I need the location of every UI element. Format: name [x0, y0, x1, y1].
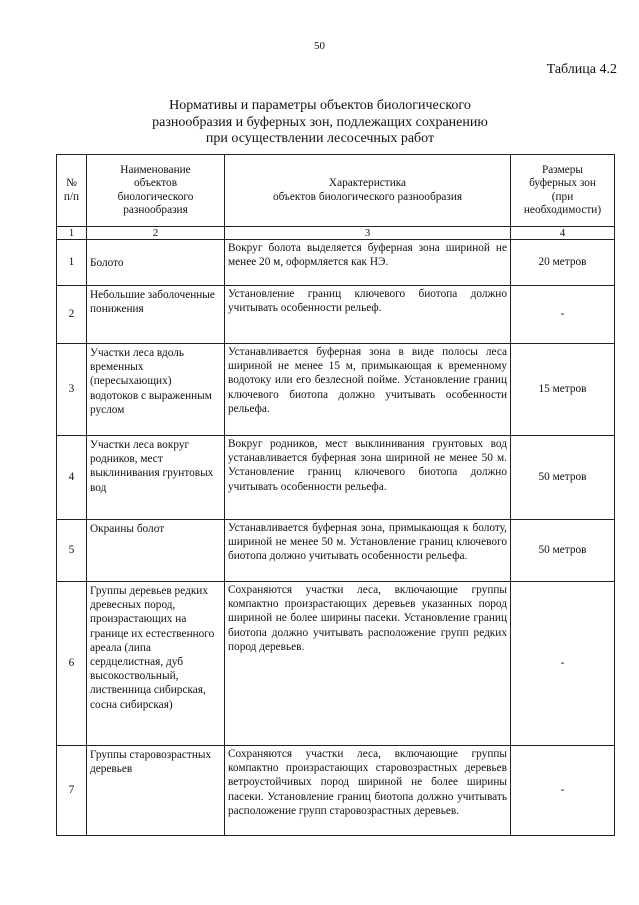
object-name: Группы деревьев редких древесных пород, произрастающих на границе их естественного ареала (липа сердцелистная, дуб высокоствольный, лиственница сибирская, сосна сибирская): [87, 582, 225, 746]
column-number: 3: [225, 227, 511, 240]
buffer-size: -: [511, 286, 615, 344]
header-cell-size: Размеры буферных зон (при необходимости): [511, 155, 615, 227]
buffer-size: 15 метров: [511, 344, 615, 436]
table-row: [57, 520, 615, 582]
column-number: 4: [511, 227, 615, 240]
buffer-size: 50 метров: [511, 436, 615, 520]
object-name: Небольшие заболоченные понижения: [87, 286, 225, 344]
page-number: 50: [314, 40, 325, 52]
buffer-size: 50 метров: [511, 520, 615, 582]
object-description: Сохраняются участки леса, включающие группы компактно произрастающих деревьев указанных пород шириной не более ширины пасеки. Установление границ биотопа должно учитывать расположение групп редких пород деревьев.: [225, 582, 511, 746]
title-line: Нормативы и параметры объектов биологического: [169, 98, 471, 113]
header-row: [57, 155, 615, 227]
object-name: Группы старовозрастных деревьев: [87, 746, 225, 836]
header-cell-name: Наименование объектов биологического разнообразия: [87, 155, 225, 227]
object-description: Устанавливается буферная зона, примыкающая к болоту, шириной не менее 50 м. Установление границ ключевого биотопа должно учитывать особенности рельефа.: [225, 520, 511, 582]
row-number: 7: [57, 746, 87, 836]
table-row: [57, 746, 615, 836]
column-number-row: [57, 227, 615, 240]
table-title: [60, 98, 580, 148]
header-cell-num: № п/п: [57, 155, 87, 227]
table-row: [57, 344, 615, 436]
row-number: 3: [57, 344, 87, 436]
table-row: [57, 436, 615, 520]
title-line: разнообразия и буферных зон, подлежащих сохранению: [152, 114, 488, 130]
table-label: Таблица 4.2: [546, 62, 617, 77]
title-line: при осуществлении лесосечных работ: [205, 131, 435, 146]
object-description: Сохраняются участки леса, включающие группы компактно произрастающих старовозрастных деревьев ветроустойчивых пород шириной не более ширины пасеки. Установление границ биотопа должно учитывать расположение групп старовозрастных деревьев.: [225, 746, 511, 836]
object-description: Вокруг болота выделяется буферная зона шириной не менее 20 м, оформляется как НЭ.: [225, 240, 511, 286]
norms-table: [56, 154, 615, 836]
object-name: Болото: [87, 240, 225, 286]
row-number: 4: [57, 436, 87, 520]
header-cell-desc: Характеристика объектов биологического разнообразия: [225, 155, 511, 227]
object-description: Установление границ ключевого биотопа должно учитывать особенности рельеф.: [225, 286, 511, 344]
column-number: 1: [57, 227, 87, 240]
table-row: [57, 240, 615, 286]
buffer-size: 20 метров: [511, 240, 615, 286]
table-row: [57, 286, 615, 344]
object-description: Вокруг родников, мест выклинивания грунтовых вод устанавливается буферная зона шириной не менее 50 м. Установление границ ключевого биотопа должно учитывать особенности рельефа.: [225, 436, 511, 520]
row-number: 1: [57, 240, 87, 286]
column-number: 2: [87, 227, 225, 240]
object-description: Устанавливается буферная зона в виде полосы леса шириной не менее 15 м, примыкающая к временному водотоку или его безлесной пойме. Установление границ ключевого биотопа должно учитывать особенности рельефа.: [225, 344, 511, 436]
buffer-size: -: [511, 582, 615, 746]
row-number: 6: [57, 582, 87, 746]
row-number: 5: [57, 520, 87, 582]
object-name: Участки леса вдоль временных (пересыхающих) водотоков с выраженным руслом: [87, 344, 225, 436]
object-name: Окраины болот: [87, 520, 225, 582]
buffer-size: -: [511, 746, 615, 836]
object-name: Участки леса вокруг родников, мест выклинивания грунтовых вод: [87, 436, 225, 520]
row-number: 2: [57, 286, 87, 344]
table-row: [57, 582, 615, 746]
